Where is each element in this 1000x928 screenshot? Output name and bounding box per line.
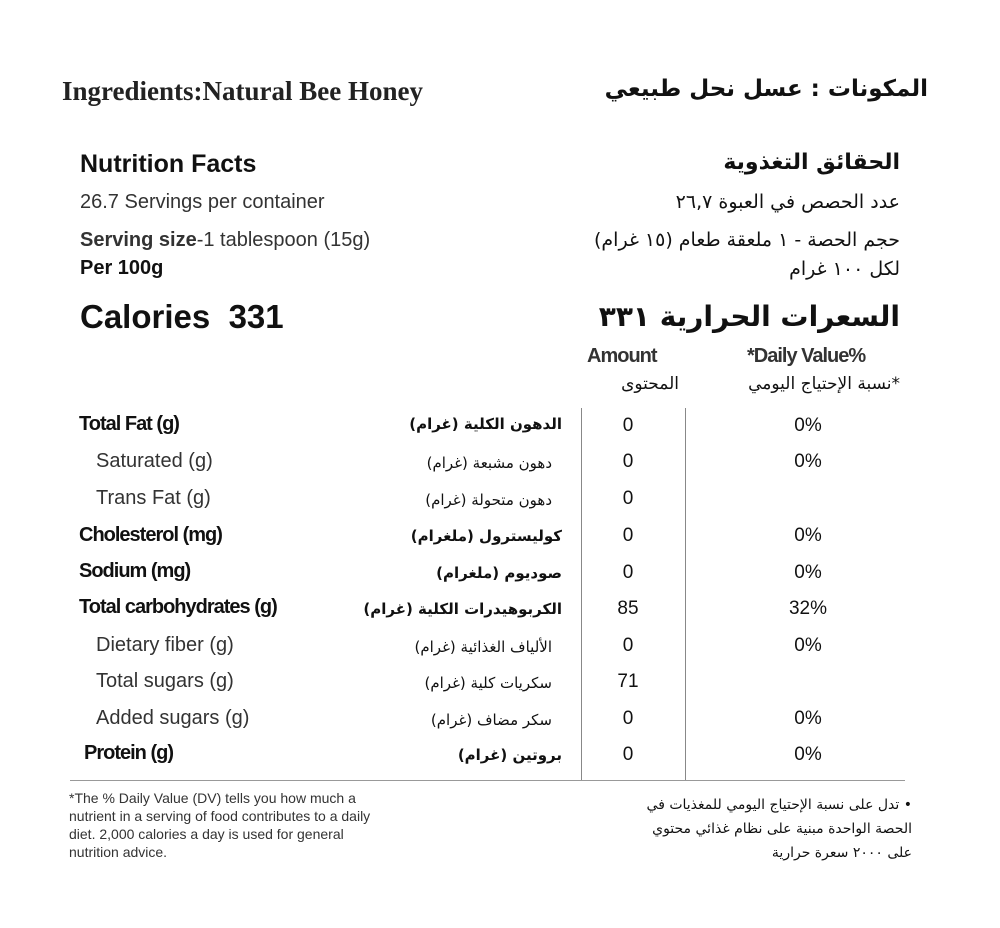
footnote-en-line: nutrient in a serving of food contributes to a daily bbox=[69, 808, 371, 824]
row-label-ar: كوليسترول (ملغرام) bbox=[410, 527, 562, 545]
amount-left-divider bbox=[581, 408, 582, 780]
row-dv: 0% bbox=[794, 635, 822, 656]
row-label-ar: سكريات كلية (غرام) bbox=[424, 674, 552, 692]
footnote-ar-line: • تدل على نسبة الإحتياج اليومي للمغذيات في bbox=[646, 797, 912, 813]
row-amount: 71 bbox=[617, 671, 639, 692]
row-label-ar: الدهون الكلية (غرام) bbox=[409, 415, 562, 433]
calories-value: 331 bbox=[228, 298, 284, 335]
row-amount: 0 bbox=[622, 562, 634, 583]
row-label-en: Total carbohydrates (g) bbox=[79, 596, 277, 618]
row-label-en: Protein (g) bbox=[84, 742, 173, 764]
title-en: Nutrition Facts bbox=[80, 150, 257, 178]
row-label-en: Total Fat (g) bbox=[79, 413, 179, 435]
row-label-en: Trans Fat (g) bbox=[96, 487, 211, 509]
footnote-en bbox=[69, 789, 370, 861]
footnote-ar-line: على ٢٠٠٠ سعرة حرارية bbox=[771, 845, 912, 861]
row-label-en: Saturated (g) bbox=[96, 450, 213, 472]
per-en: Per 100g bbox=[80, 257, 164, 279]
ingredients-en: Ingredients:Natural Bee Honey bbox=[62, 76, 423, 106]
row-dv: 0% bbox=[794, 562, 822, 583]
row-label-ar: سكر مضاف (غرام) bbox=[430, 711, 552, 729]
amount-right-divider bbox=[685, 408, 686, 780]
row-label-en: Total sugars (g) bbox=[96, 670, 234, 692]
serving-size-ar: حجم الحصة - ١ ملعقة طعام (١٥ غرام) bbox=[594, 229, 900, 251]
per-ar: لكل ١٠٠ غرام bbox=[789, 258, 900, 280]
row-label-ar: الكربوهيدرات الكلية (غرام) bbox=[363, 600, 562, 618]
servings-en: 26.7 Servings per container bbox=[80, 191, 325, 213]
calories-ar: السعرات الحرارية ٣٣١ bbox=[598, 300, 900, 333]
footnote-en-line: *The % Daily Value (DV) tells you how much a bbox=[69, 790, 356, 806]
row-label-en: Added sugars (g) bbox=[96, 707, 250, 729]
footnote-en-line: diet. 2,000 calories a day is used for general bbox=[69, 826, 344, 842]
row-amount: 0 bbox=[622, 525, 634, 546]
amount-header-ar: المحتوى bbox=[621, 374, 679, 394]
title-ar: الحقائق التغذوية bbox=[723, 150, 900, 175]
dv-header-en: *Daily Value% bbox=[747, 345, 866, 367]
row-amount: 0 bbox=[622, 708, 634, 729]
row-amount: 0 bbox=[622, 451, 634, 472]
serving-size-value: -1 tablespoon (15g) bbox=[196, 229, 371, 251]
amount-header-en: Amount bbox=[587, 345, 657, 367]
row-dv: 0% bbox=[794, 708, 822, 729]
row-label-en: Sodium (mg) bbox=[79, 560, 191, 582]
row-label-en: Dietary fiber (g) bbox=[96, 634, 234, 656]
row-dv: 32% bbox=[788, 598, 828, 619]
row-dv: 0% bbox=[794, 744, 822, 765]
calories-en bbox=[80, 298, 284, 336]
row-amount: 0 bbox=[622, 635, 634, 656]
row-label-ar: بروتين (غرام) bbox=[457, 746, 562, 764]
row-dv: 0% bbox=[794, 525, 822, 546]
footnote-ar-line: الحصة الواحدة مبنية على نظام غذائي محتوي bbox=[652, 821, 912, 837]
servings-ar: عدد الحصص في العبوة ٢٦,٧ bbox=[675, 191, 900, 213]
row-label-ar: دهون متحولة (غرام) bbox=[425, 491, 552, 509]
footnote-ar bbox=[647, 793, 912, 865]
row-label-ar: دهون مشبعة (غرام) bbox=[426, 454, 552, 472]
footnote-divider bbox=[70, 780, 905, 781]
row-label-en: Cholesterol (mg) bbox=[79, 524, 222, 546]
calories-label: Calories bbox=[80, 298, 211, 335]
row-amount: 0 bbox=[622, 744, 634, 765]
row-dv: 0% bbox=[794, 451, 822, 472]
row-dv: 0% bbox=[794, 415, 822, 436]
footnote-en-line: nutrition advice. bbox=[69, 844, 168, 860]
serving-size-en bbox=[80, 229, 370, 252]
row-label-ar: الألياف الغذائية (غرام) bbox=[414, 638, 552, 656]
dv-header-ar: *نسبة الإحتياج اليومي bbox=[748, 374, 900, 394]
row-amount: 0 bbox=[622, 415, 634, 436]
row-amount: 0 bbox=[622, 488, 634, 509]
row-amount: 85 bbox=[617, 598, 639, 619]
serving-size-label: Serving size bbox=[80, 229, 197, 251]
row-label-ar: صوديوم (ملغرام) bbox=[436, 564, 562, 582]
ingredients-ar: المكونات : عسل نحل طبيعي bbox=[604, 76, 928, 102]
